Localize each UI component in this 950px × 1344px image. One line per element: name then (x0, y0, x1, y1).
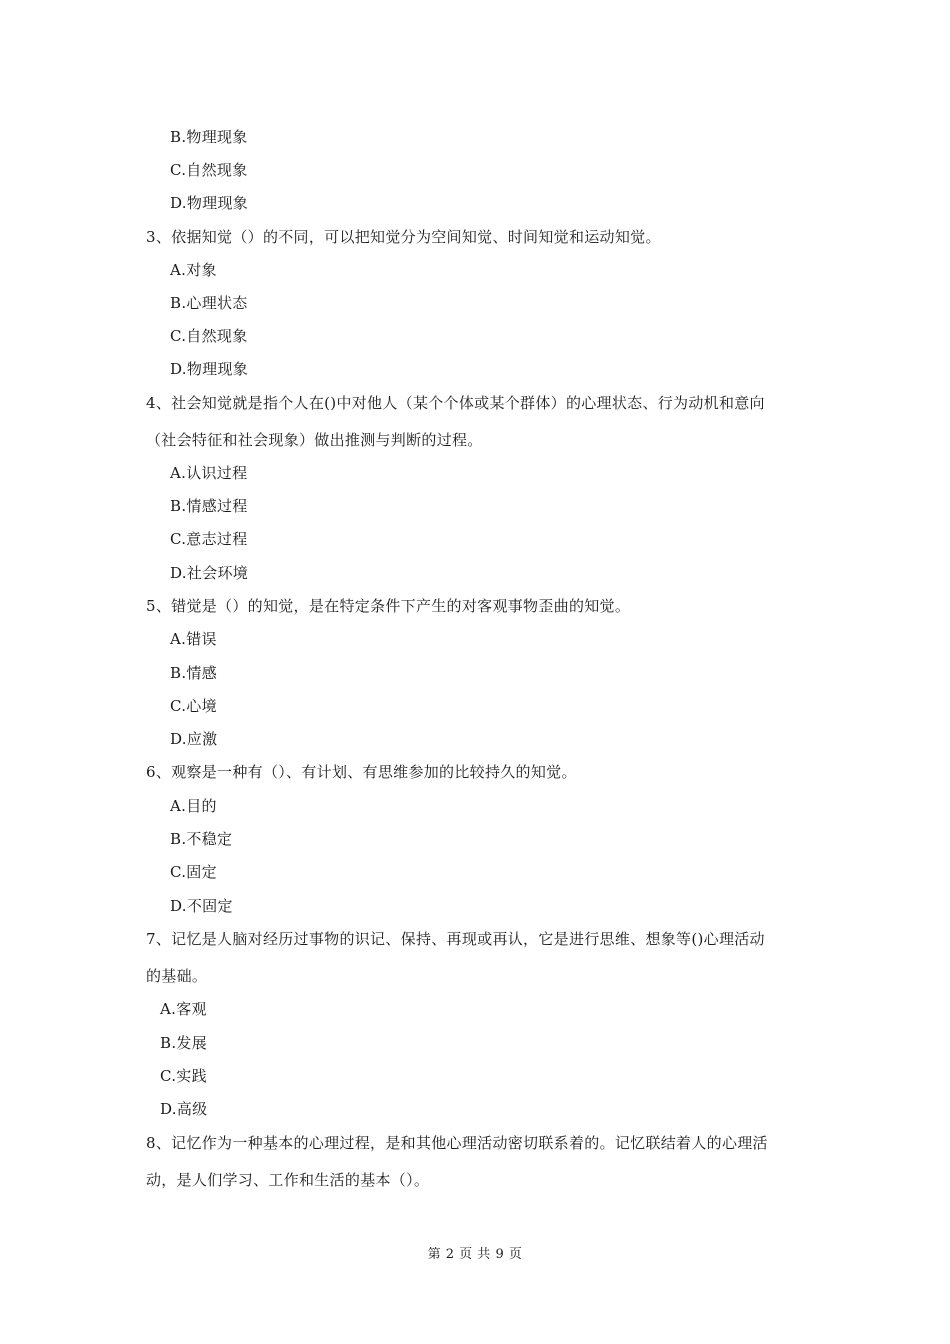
q5-option-c: C.心境 (170, 697, 217, 715)
q3-stem: 3、依据知觉（）的不同，可以把知觉分为空间知觉、时间知觉和运动知觉。 (146, 228, 661, 246)
page-number-footer: 第 2 页 共 9 页 (427, 1247, 523, 1262)
q5-option-a: A.错误 (170, 630, 217, 648)
q5-option-b: B.情感 (170, 664, 217, 682)
q6-option-a: A.目的 (170, 797, 217, 815)
q7-option-d: D.高级 (160, 1100, 208, 1118)
q4-option-d: D.社会环境 (170, 564, 249, 582)
q7-option-c: C.实践 (160, 1067, 207, 1085)
q3-option-c: C.自然现象 (170, 327, 248, 345)
q6-option-b: B.不稳定 (170, 830, 233, 848)
q2-option-c: C.自然现象 (170, 161, 248, 179)
q7-option-b: B.发展 (160, 1034, 207, 1052)
q3-option-b: B.心理状态 (170, 294, 248, 312)
q7-option-a: A.客观 (160, 1000, 207, 1018)
q8-stem-line-2: 动，是人们学习、工作和生活的基本（）。 (146, 1171, 430, 1189)
q4-option-c: C.意志过程 (170, 530, 248, 548)
q7-stem-line-2: 的基础。 (146, 967, 208, 985)
q8-stem-line-1: 8、记忆作为一种基本的心理过程，是和其他心理活动密切联系着的。记忆联结着人的心理活 (146, 1134, 768, 1152)
q3-option-d: D.物理现象 (170, 360, 249, 378)
q2-option-d: D.物理现象 (170, 194, 249, 212)
q4-option-a: A.认识过程 (170, 464, 248, 482)
q6-option-c: C.固定 (170, 863, 217, 881)
q4-stem-line-1: 4、社会知觉就是指个人在()中对他人（某个个体或某个群体）的心理状态、行为动机和意向 (146, 394, 765, 412)
q5-stem: 5、错觉是（）的知觉，是在特定条件下产生的对客观事物歪曲的知觉。 (146, 597, 631, 615)
q7-stem-line-1: 7、记忆是人脑对经历过事物的识记、保持、再现或再认，它是进行思维、想象等()心理活动 (146, 930, 765, 948)
q4-option-b: B.情感过程 (170, 497, 248, 515)
q3-option-a: A.对象 (170, 261, 217, 279)
q6-option-d: D.不固定 (170, 897, 233, 915)
q5-option-d: D.应激 (170, 730, 218, 748)
q2-option-b: B.物理现象 (170, 128, 248, 146)
q4-stem-line-2: （社会特征和社会现象）做出推测与判断的过程。 (146, 431, 483, 449)
q6-stem: 6、观察是一种有（）、有计划、有思维参加的比较持久的知觉。 (146, 763, 577, 781)
